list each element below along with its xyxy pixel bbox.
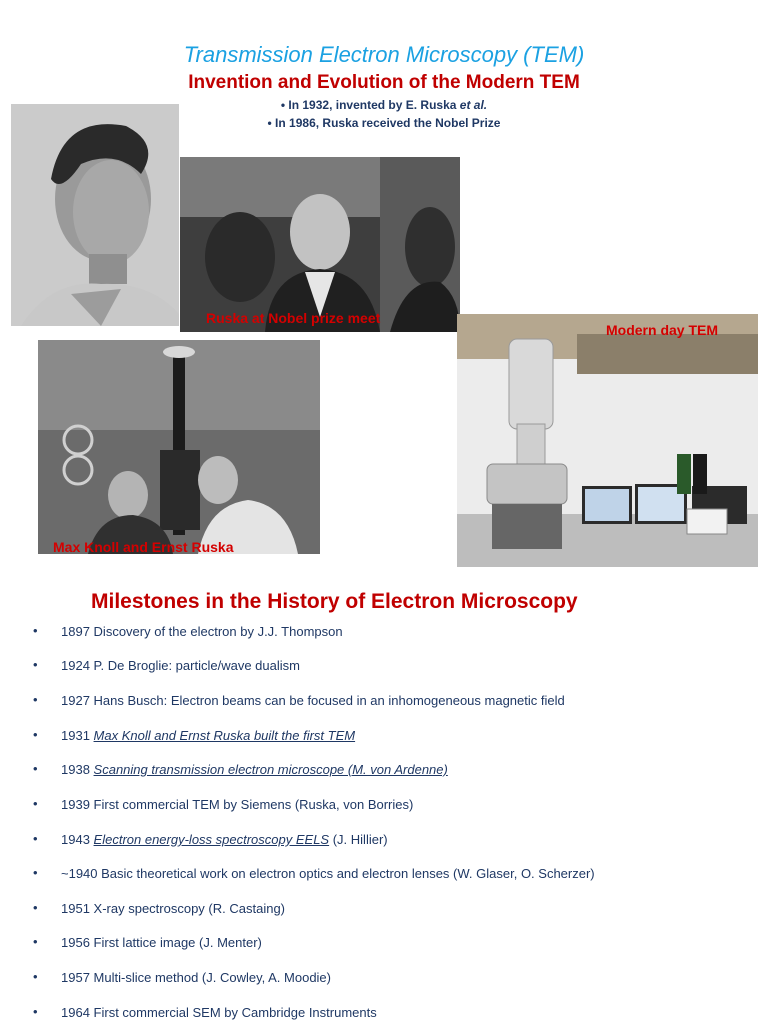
list-item: • 1897 Discovery of the electron by J.J. Thompson (33, 623, 343, 639)
modern-tem-caption: Modern day TEM (606, 322, 719, 338)
bullet-icon: • (33, 761, 38, 776)
page-subtitle: Invention and Evolution of the Modern TEM (188, 72, 580, 93)
bullet-icon: • (33, 623, 38, 638)
bullet-icon: • (33, 657, 38, 672)
nobel-bullet: • In 1986, Ruska received the Nobel Prize (267, 116, 501, 130)
milestone-link[interactable]: Max Knoll and Ernst Ruska built the first TEM (93, 728, 356, 743)
knoll-ruska-photo (38, 340, 320, 554)
list-item: • 1951 X-ray spectroscopy (R. Castaing) (33, 900, 285, 916)
milestone-link[interactable]: Electron energy-loss spectroscopy EELS (93, 832, 330, 847)
bullet-icon: • (33, 692, 38, 707)
bullet-icon: • (33, 900, 38, 915)
nobel-meet-photo (180, 157, 460, 332)
bullet-icon: • (33, 831, 38, 846)
bullet-icon: • (33, 1004, 38, 1019)
milestone-link[interactable]: Scanning transmission electron microscope (M. von Ardenne) (93, 762, 448, 777)
bullet-icon: • (33, 934, 38, 949)
list-item: • 1939 First commercial TEM by Siemens (Ruska, von Borries) (33, 796, 414, 812)
invention-bullet: • In 1932, invented by E. Ruska et al. (280, 98, 488, 112)
nobel-photo-caption: Ruska at Nobel prize meet (206, 310, 381, 326)
list-item: • 1956 First lattice image (J. Menter) (33, 934, 262, 950)
list-item: • 1957 Multi-slice method (J. Cowley, A. Moodie) (33, 969, 331, 985)
list-item: • 1964 First commercial SEM by Cambridge Instruments (33, 1004, 377, 1020)
bullet-icon: • (33, 796, 38, 811)
list-item: • 1943 Electron energy-loss spectroscopy EELS (J. Hillier) (33, 831, 388, 847)
knoll-photo-caption: Max Knoll and Ernst Ruska (53, 539, 234, 554)
ruska-portrait-photo (11, 104, 179, 326)
modern-tem-photo (457, 314, 758, 567)
list-item: • 1938 Scanning transmission electron microscope (M. von Ardenne) (33, 761, 448, 777)
list-item: • 1927 Hans Busch: Electron beams can be focused in an inhomogeneous magnetic field (33, 692, 565, 708)
list-item: • 1931 Max Knoll and Ernst Ruska built the first TEM (33, 727, 356, 743)
bullet-icon: • (33, 727, 38, 742)
list-item: • 1924 P. De Broglie: particle/wave dualism (33, 657, 300, 673)
page-title: Transmission Electron Microscopy (TEM) (183, 42, 585, 67)
bullet-icon: • (33, 969, 38, 984)
milestones-title: Milestones in the History of Electron Microscopy (91, 590, 578, 613)
list-item: • ~1940 Basic theoretical work on electron optics and electron lenses (W. Glaser, O. Scherzer) (33, 865, 595, 881)
bullet-icon: • (33, 865, 38, 880)
